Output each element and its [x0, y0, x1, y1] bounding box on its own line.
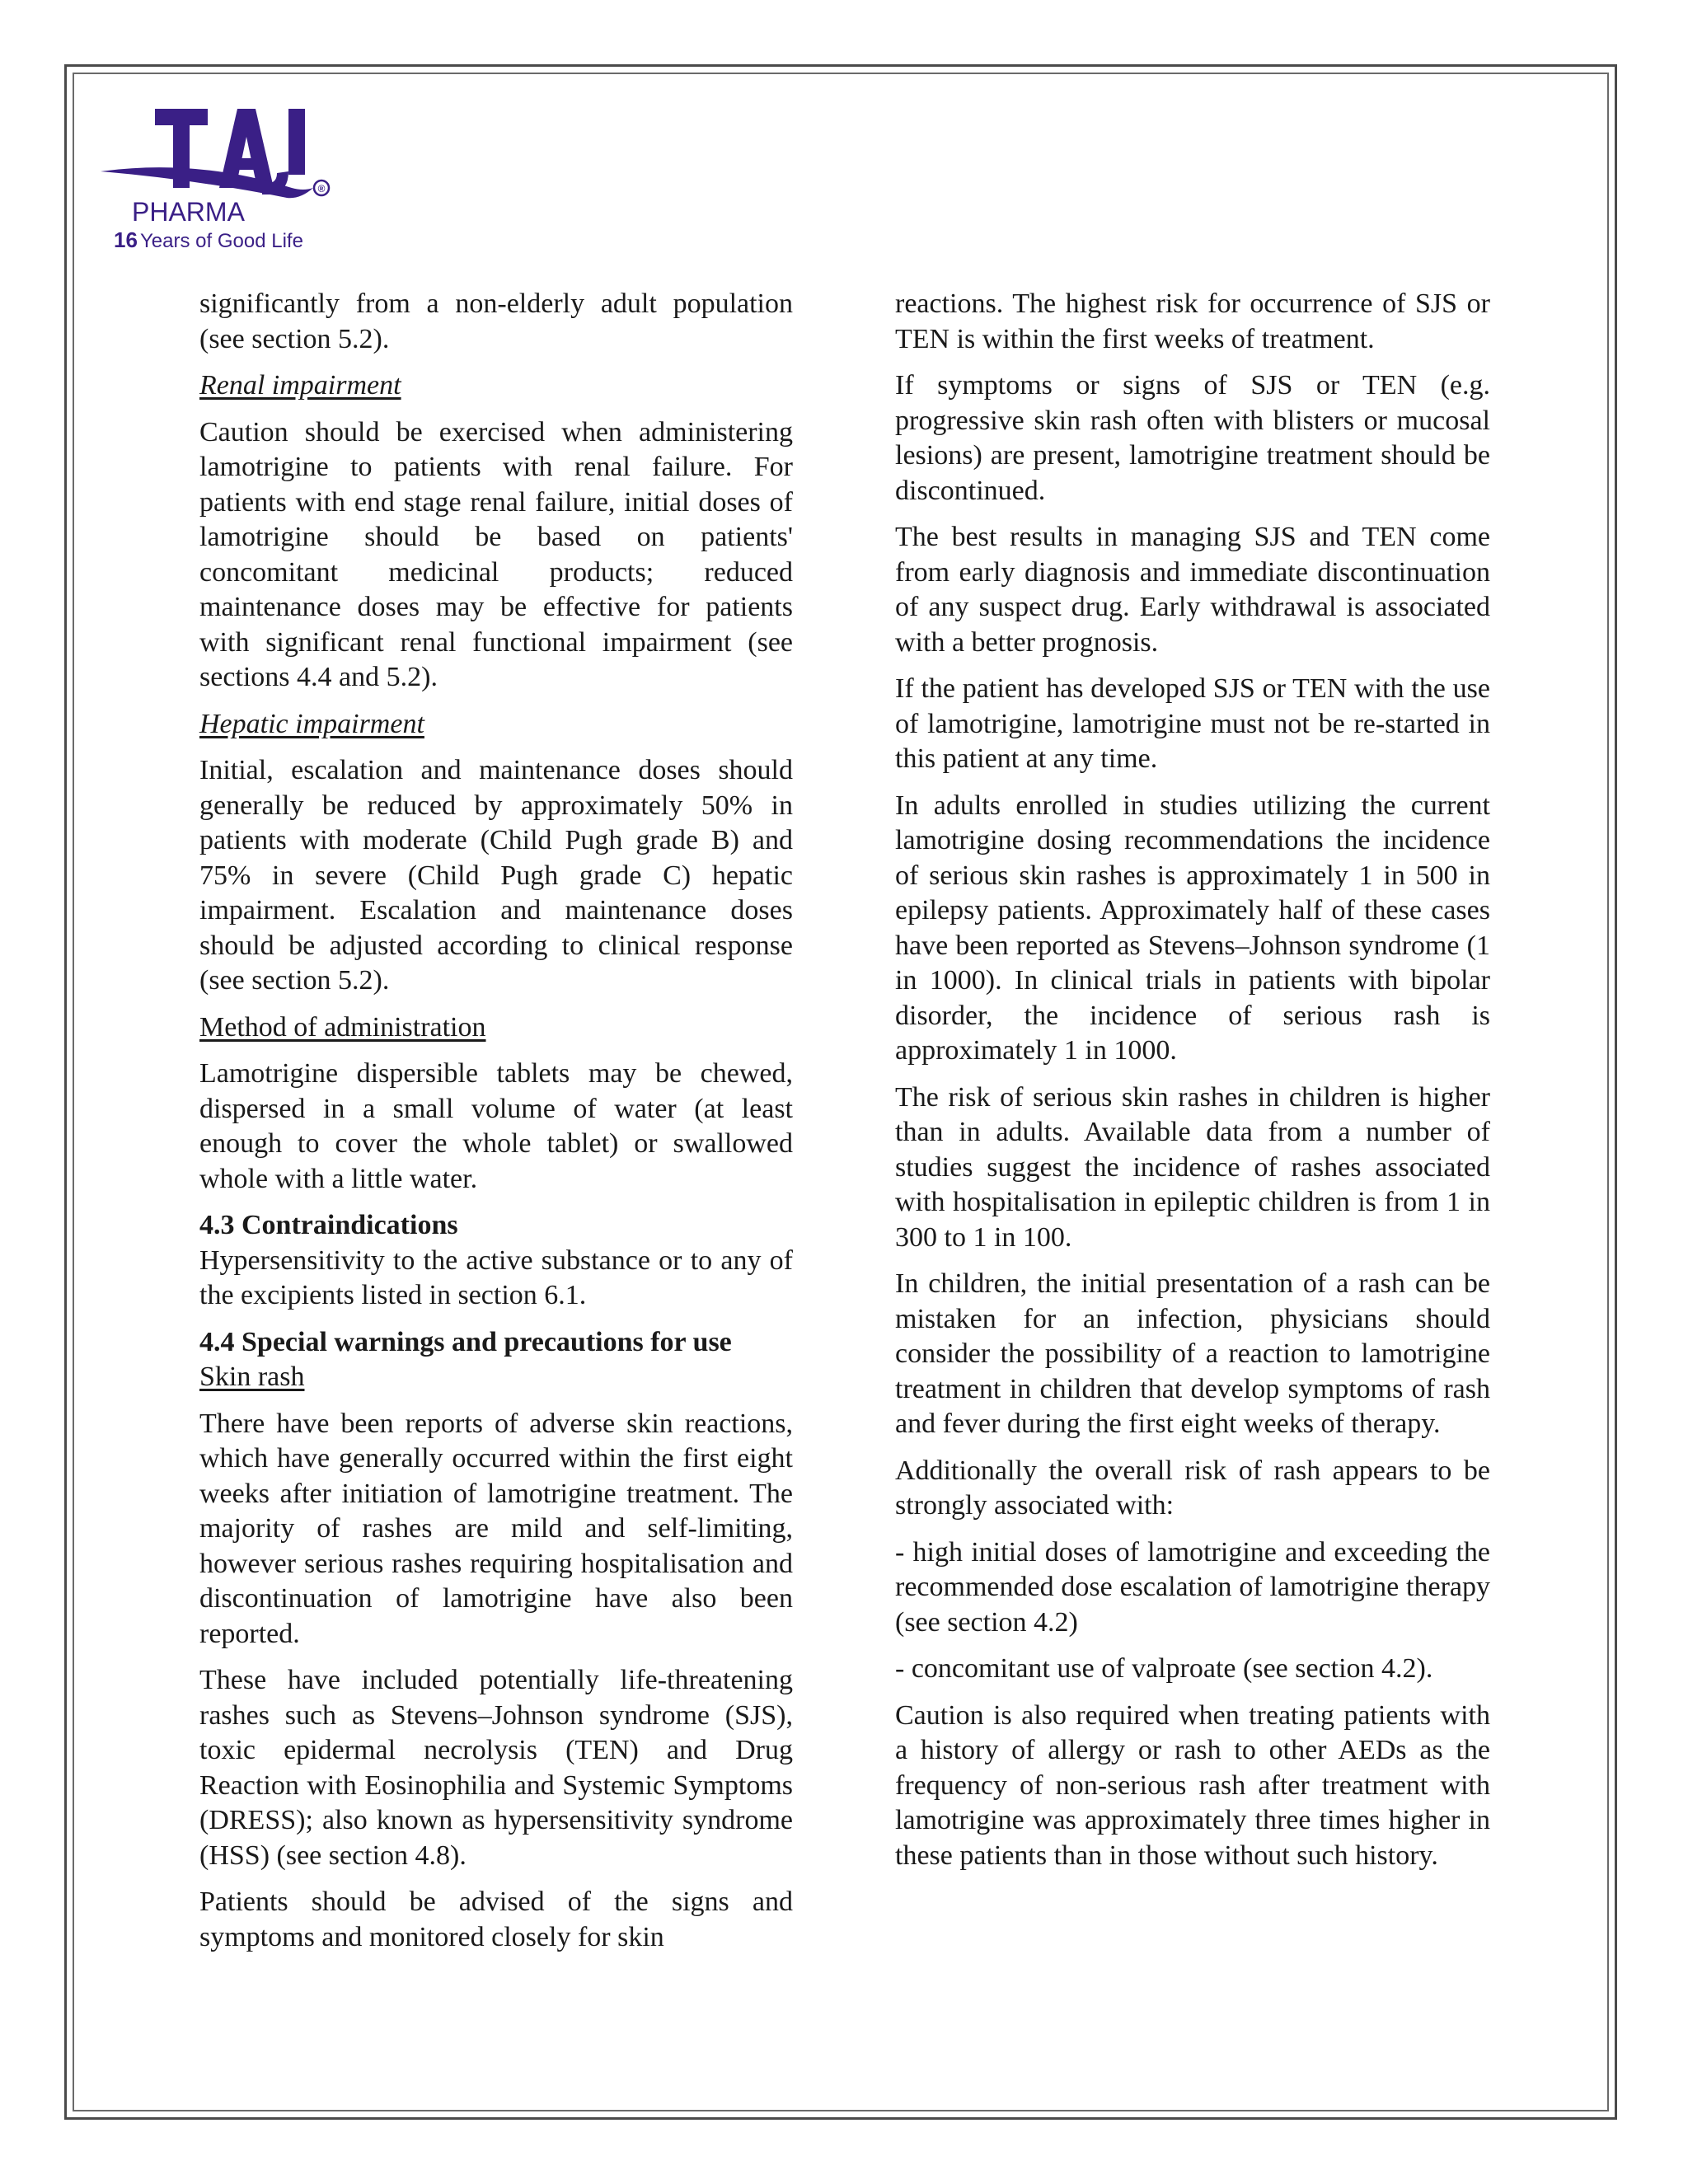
paragraph-skin-1: There have been reports of adverse skin reactions, which have generally occurred within the first eight weeks after initiation of lamotrigine treatment. The majority of rashes are mild and self-limiting, however serious rashes requiring hospitalisation and discontinuation of lamotrigine have also been reported. [199, 1408, 793, 1649]
logo-tagline-number: 16 [114, 227, 138, 252]
heading-skin-rash: Skin rash [199, 1361, 305, 1392]
heading-method-of-administration: Method of administration [199, 1011, 486, 1043]
paragraph-renal: Caution should be exercised when administering lamotrigine to patients with renal failure. For patients with end stage renal failure, initial doses of lamotrigine should be based on patients' concomitant medicinal products; reduced maintenance doses may be effective for patients with significant renal functional impairment (see sections 4.4 and 5.2). [199, 416, 793, 692]
list-item-valproate: - concomitant use of valproate (see section 4.2). [895, 1653, 1433, 1684]
paragraph-adult-incidence: In adults enrolled in studies utilizing the current lamotrigine dosing recommendations the incidence of serious skin rashes is approximately 1 in 500 in epilepsy patients. Approximately half of these cases have been reported as Stevens–Johnson syndrome (1 in 1000). In clinical trials in patients with bipolar disorder, the incidence of serious rash is approximately 1 in 1000. [895, 790, 1490, 1066]
heading-special-warnings: 4.4 Special warnings and precautions for use [199, 1326, 732, 1357]
left-column [199, 287, 793, 1955]
paragraph-sjs-risk: reactions. The highest risk for occurrence of SJS or TEN is within the first weeks of treatment. [895, 288, 1490, 354]
logo-tagline-text: Years of Good Life [140, 230, 303, 252]
paragraph-contraindications: Hypersensitivity to the active substance or to any of the excipients listed in section 6.1. [199, 1244, 793, 1310]
registered-mark: ® [317, 183, 326, 194]
list-item-high-doses: - high initial doses of lamotrigine and exceeding the recommended dose escalation of lamotrigine therapy (see section 4.2) [895, 1536, 1490, 1638]
paragraph-method: Lamotrigine dispersible tablets may be chewed, dispersed in a small volume of water (at least enough to cover the whole tablet) or swallowed whole with a little water. [199, 1058, 793, 1194]
paragraph-hepatic: Initial, escalation and maintenance doses should generally be reduced by approximately 50% in patients with moderate (Child Pugh grade B) and 75% in severe (Child Pugh grade C) hepatic impairment. Escalation and maintenance doses should be adjusted according to clinical response (see section 5.2). [199, 755, 793, 996]
paragraph-best-results: The best results in managing SJS and TEN come from early diagnosis and immediate discontinuation of any suspect drug. Early withdrawal is associated with a better prognosis. [895, 522, 1490, 658]
taj-pharma-logo [97, 101, 369, 257]
paragraph-overall-risk: Additionally the overall risk of rash appears to be strongly associated with: [895, 1455, 1490, 1521]
paragraph-children-risk: The risk of serious skin rashes in children is higher than in adults. Available data from a number of studies suggest the incidence of rashes associated with hospitalisation in epileptic children is from 1 in 300 to 1 in 100. [895, 1081, 1490, 1253]
paragraph-children-presentation: In children, the initial presentation of a rash can be mistaken for an infection, physicians should consider the possibility of a reaction to lamotrigine treatment in children that develop symptoms of rash and fever during the first eight weeks of therapy. [895, 1268, 1490, 1439]
paragraph-skin-2: These have included potentially life-threatening rashes such as Stevens–Johnson syndrome (SJS), toxic epidermal necrolysis (TEN) and Drug Reaction with Eosinophilia and Systemic Symptoms (DRESS); also known as hypersensitivity syndrome (HSS) (see section 4.8). [199, 1665, 793, 1871]
paragraph-restart: If the patient has developed SJS or TEN with the use of lamotrigine, lamotrigine must not be re-started in this patient at any time. [895, 673, 1490, 774]
paragraph-sjs-symptoms: If symptoms or signs of SJS or TEN (e.g. progressive skin rash often with blisters or mucosal lesions) are present, lamotrigine treatment should be discontinued. [895, 370, 1490, 506]
heading-contraindications: 4.3 Contraindications [199, 1210, 458, 1240]
heading-renal-impairment: Renal impairment [199, 370, 401, 401]
paragraph-skin-3: Patients should be advised of the signs and symptoms and monitored closely for skin [199, 1886, 793, 1952]
paragraph-caution-aeds: Caution is also required when treating patients with a history of allergy or rash to other AEDs as the frequency of non-serious rash after treatment with lamotrigine was approximately three times higher in these patients than in those without such history. [895, 1699, 1490, 1871]
logo-pharma-text: PHARMA [132, 197, 245, 227]
right-column [895, 287, 1490, 1873]
heading-hepatic-impairment: Hepatic impairment [199, 708, 424, 739]
paragraph-continued: significantly from a non-elderly adult population (see section 5.2). [199, 288, 793, 354]
